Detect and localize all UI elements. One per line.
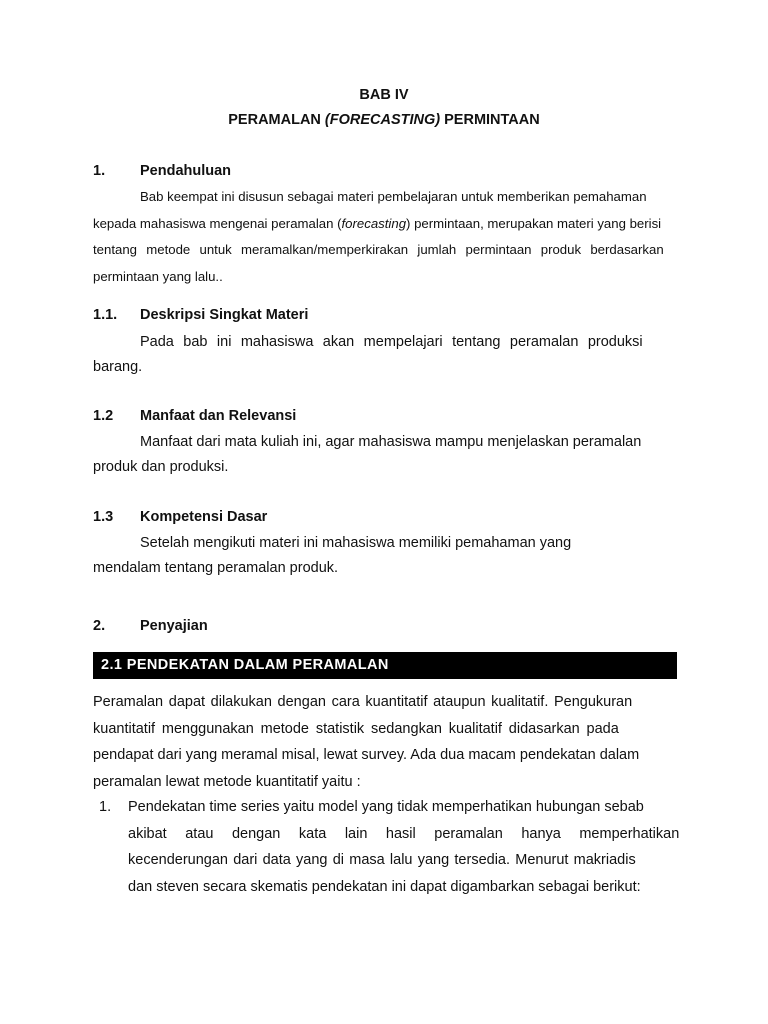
paragraph-line: Peramalan dapat dilakukan dengan cara kuantitatif ataupun kualitatif. Pengukuran [93,694,633,710]
intro-paragraph [93,689,676,795]
text-span: permintaan, merupakan materi yang berisi [414,215,662,231]
paragraph-line: peramalan lewat metode kuantitatif yaitu : [93,773,361,790]
text-span: kepada mahasiswa mengenai peramalan ( [93,215,342,231]
subtitle-part-italic: (FORECASTING) [324,112,441,128]
paragraph-line [93,211,676,238]
section-banner: 2.1 PENDEKATAN DALAM PERAMALAN [93,652,677,679]
list-line: kecenderungan dari data yang di masa lalu yang tersedia. Menurut makriadis [128,852,636,868]
list-item [93,794,680,900]
subtitle-part-1: PERAMALAN [228,112,325,128]
section-heading-1-3 [93,509,267,525]
section-number: 2. [93,618,106,634]
list-marker: 1. [99,799,112,815]
section-title: Kompetensi Dasar [140,509,268,525]
section-1-paragraph [93,184,676,290]
section-title: Pendahuluan [140,163,232,179]
text-span: ) [406,215,415,231]
section-number: 1. [93,163,106,179]
paragraph-line: Pada bab ini mahasiswa akan mempelajari tentang peramalan produksi [140,334,643,350]
section-number: 1.2 [93,408,114,424]
paragraph-line: mendalam tentang peramalan produk. [93,560,339,576]
section-1-3-paragraph [93,531,676,581]
section-title: Manfaat dan Relevansi [140,408,297,424]
section-heading-1 [93,163,231,179]
paragraph-line: Manfaat dari mata kuliah ini, agar mahasiswa mampu menjelaskan peramalan [140,434,642,450]
paragraph-line-justified [93,237,676,264]
text-italic: forecasting [341,215,407,231]
section-1-2-paragraph [93,430,676,480]
list-line: dan steven secara skematis pendekatan ini dapat digambarkan sebagai berikut: [128,878,641,895]
section-heading-1-2 [93,408,296,424]
paragraph-line: Setelah mengikuti materi ini mahasiswa memiliki pemahaman yang [140,535,572,551]
paragraph-line: Bab keempat ini disusun sebagai materi pembelajaran untuk memberikan pemahaman [140,189,647,204]
paragraph-line: kuantitatif menggunakan metode statistik sedangkan kualitatif didasarkan pada [93,720,619,737]
section-title: Deskripsi Singkat Materi [140,307,309,323]
chapter-title: BAB IV [359,87,409,103]
numbered-list [93,794,680,900]
section-heading-1-1 [93,307,308,323]
section-number: 1.3 [93,509,114,525]
section-heading-2 [93,618,208,634]
chapter-subtitle [0,112,768,128]
section-title: Penyajian [140,618,208,634]
paragraph-line: barang. [93,359,143,375]
list-line: Pendekatan time series yaitu model yang tidak memperhatikan hubungan sebab [128,799,644,815]
paragraph-line: permintaan yang lalu.. [93,268,223,284]
paragraph-line: pendapat dari yang meramal misal, lewat survey. Ada dua macam pendekatan dalam [93,747,640,763]
list-line: akibat atau dengan kata lain hasil peramalan hanya memperhatikan [128,825,680,842]
paragraph-line: produk dan produksi. [93,459,229,475]
section-number: 1.1. [93,307,118,323]
list-item-body [128,794,680,900]
section-1-1-paragraph [93,330,676,380]
text-span: tentang metode untuk meramalkan/memperkirakan jumlah permintaan produk berdasarkan [93,242,664,257]
subtitle-part-2: PERMINTAAN [440,112,540,128]
